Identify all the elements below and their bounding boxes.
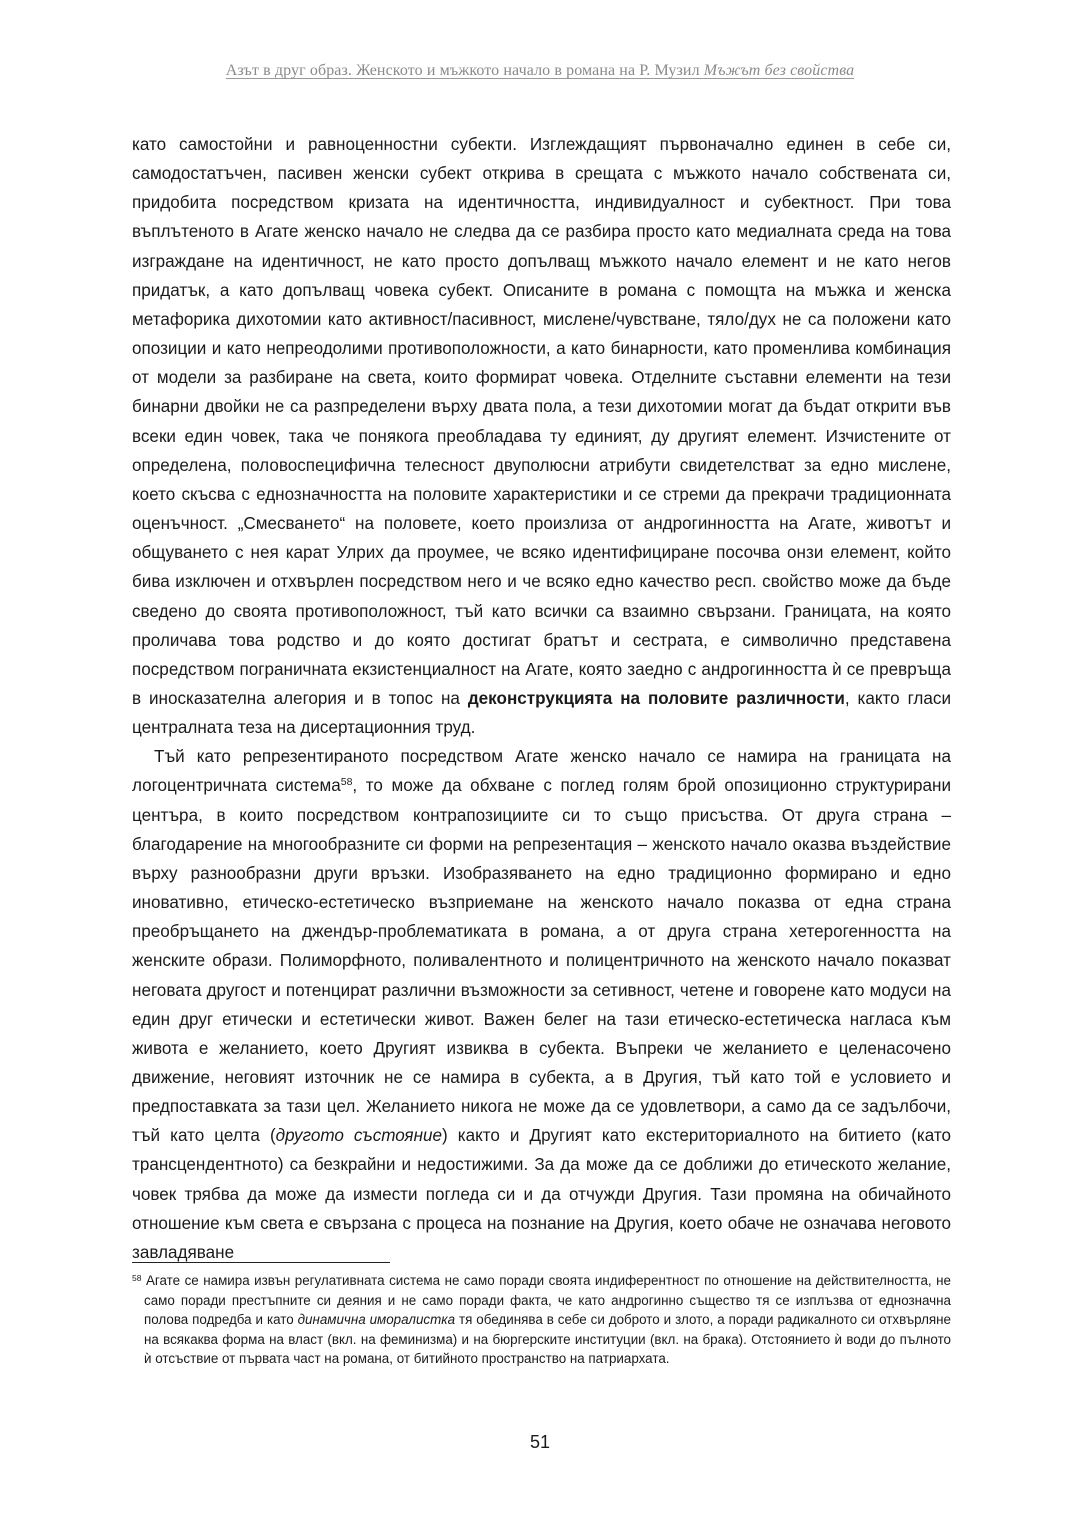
- footnote-number: 58: [132, 1273, 142, 1283]
- footnote-text-end: тя обединява в себе си доброто и злото, а поради радикалното си отхвърляне на всякаква форма на власт (вкл. на феминизма) и на бюргерските институции (вкл. на брака). Отстоянието ѝ води до пълното ѝ отсъствие от първата част на романа, от битийното пространство на патриархата.: [144, 1312, 951, 1366]
- paragraph-1-text: като самостойни и равноценностни субекти. Изглеждащият първоначално единен в себе си, самодостатъчен, пасивен женски субект открива в срещата с мъжкото начало собствената си, придобита посредством кризата на идентичността, индивидуалност и субектност. При това въплътеното в Агате женско начало не следва да се разбира просто като медиалната среда на това изграждане на идентичност, не като просто допълващ мъжкото начало елемент и не като негов придатък, а като допълващ човека субект. Описаните в романа с помощта на мъжка и женска метафорика дихотомии като активност/пасивност, мислене/чувстване, тяло/дух не са положени като опозиции и като непреодолими противоположности, а като бинарности, като променлива комбинация от модели за разбиране на света, които формират човека. Отделните съставни елементи на тези бинарни двойки не са разпределени върху двата пола, а тези дихотомии могат да бъдат открити във всеки един човек, така че понякога преобладава ту единият, ду другият елемент. Изчистените от определена, половоспецифична телесност двуполюсни атрибути свидетелстват за едно мислене, което скъсва с еднозначността на половите характеристики и се стреми да прекрачи традиционната оценъчност. „Смесването“ на половете, което произлиза от андрогинността на Агате, животът и общуването с нея карат Улрих да проумее, че всяко идентифициране посочва онзи елемент, който бива изключен и отхвърлен посредством него и че всяко едно качество респ. свойство може да бъде сведено до своята противоположност, тъй като всички са взаимно свързани. Границата, на която проличава това родство и до която достигат братът и сестрата, е символично представена посредством пограничната екзистенциалност на Агате, която заедно с андрогинността ѝ се превръща в иносказателна алегория и в топос на: [132, 135, 951, 708]
- paragraph-2-italic-phrase: другото състояние: [275, 1126, 442, 1146]
- running-header: [0, 62, 1080, 80]
- header-title: [226, 62, 855, 79]
- header-title-plain: Азът в друг образ. Женското и мъжкото начало в романа на Р. Музил: [225, 62, 704, 79]
- paragraph-1-text-end: , както гласи централната теза на дисертационния труд.: [132, 688, 952, 738]
- footnote-italic-phrase: динамична иморалистка: [297, 1312, 456, 1327]
- footnote-58: [132, 1271, 951, 1369]
- paragraph-1: [132, 130, 951, 742]
- header-title-italic: Мъжът без свойства: [703, 62, 855, 79]
- paragraph-2: [132, 742, 951, 1267]
- footnote: [132, 1271, 951, 1369]
- page-number: 51: [529, 1432, 551, 1452]
- body-text: [132, 130, 951, 1267]
- paragraph-2-text-mid: , то може да обхване с поглед голям брой опозиционно структурирани центъра, в които посредством контрапозициите си то също присъства. От друга страна – благодарение на многообразните си форми на репрезентация – женското начало оказва въздействие върху разнообразни други връзки. Изобразяването на едно традиционно формирано и едно иновативно, етическо-естетическо възприемане на женското начало показва от една страна преобръщането на джендър-проблематиката в романа, а от друга страна хетерогенността на женските образи. Полиморфното, поливалентното и полицентричното на женското начало показват неговата другост и потенцират различни възможности за сетивност, четене и говорене като модуси на един друг етически и естетически живот. Важен белег на тази етическо-естетическа нагласа към живота е желанието, което Другият извиква в субекта. Въпреки че желанието е целенасочено движение, неговият източник не се намира в субекта, а в Другия, тъй като той е условието и предпоставката за тази цел. Желанието никога не може да се удовлетвори, а само да се задълбочи, тъй като целта (: [132, 776, 951, 1146]
- paragraph-2-text: Тъй като репрезентираното посредством Агате женско начало се намира на границата на логоцентричната система: [132, 747, 951, 796]
- paragraph-1-bold-phrase: деконструкцията на половите различности: [467, 688, 845, 708]
- footnote-text: Агате се намира извън регулативната система не само поради своята индиферентност по отношение на действителността, не само поради престъпните си деяния и не само поради факта, че като андрогинно същество тя се изплъзва от еднозначна полова подредба и като: [141, 1273, 951, 1327]
- footnote-separator: [132, 1262, 390, 1263]
- paragraph-2-text-end: ) както и Другият като екстериториалното на битието (като трансцендентното) са безкрайни и недостижими. За да може да се доближи до етическото желание, човек трябва да може да измести погледа си и да отчужди Другия. Тази промяна на обичайното отношение към света е свързана с процеса на познание на Другия, което обаче не означава неговото завладяване: [132, 1126, 952, 1262]
- footnote-reference[interactable]: 58: [340, 776, 353, 789]
